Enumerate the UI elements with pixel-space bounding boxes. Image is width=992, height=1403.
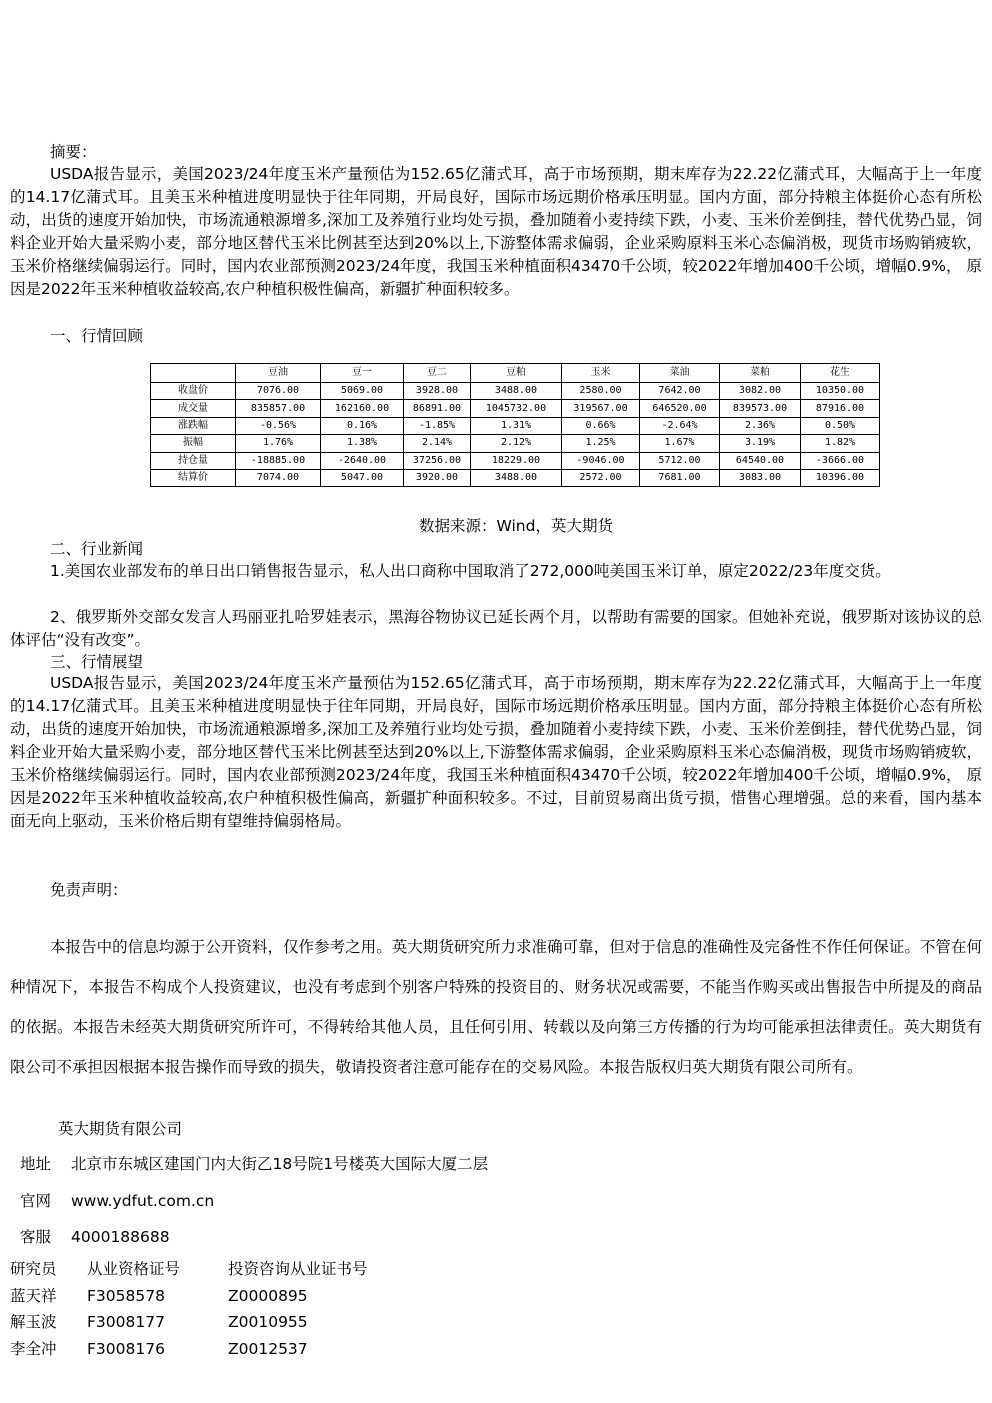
company-service (20, 1225, 170, 1249)
table-cell: -18885.00 (236, 452, 321, 469)
news-item-1: 1.美国农业部发布的单日出口销售报告显示，私人出口商称中国取消了272,000吨美国玉米订单，原定2022/23年度交货。 (50, 562, 891, 580)
quotes-table (150, 363, 880, 487)
researchers-list (10, 1256, 368, 1362)
table-cell: 7681.00 (640, 469, 720, 486)
table-cell: 86891.00 (404, 400, 471, 417)
table-cell: -1.85% (404, 417, 471, 434)
website-label: 官网 (20, 1192, 52, 1210)
table-cell: 87916.00 (801, 400, 880, 417)
company-address (20, 1152, 488, 1176)
table-cell: 835857.00 (236, 400, 321, 417)
summary-heading: 摘要： (50, 143, 97, 161)
table-cell: 豆一 (321, 364, 404, 383)
table-cell: 5069.00 (321, 383, 404, 400)
address-label: 地址 (20, 1155, 52, 1173)
table-cell: 0.66% (562, 417, 640, 434)
table-cell: 1045732.00 (471, 400, 562, 417)
table-cell: 2.12% (471, 435, 562, 452)
table-cell: 3928.00 (404, 383, 471, 400)
table-cell: 菜油 (640, 364, 720, 383)
table-cell: 10350.00 (801, 383, 880, 400)
service-phone: 4000188688 (71, 1228, 170, 1246)
researcher-name: 李全冲 (10, 1339, 57, 1358)
table-row-label: 涨跌幅 (151, 417, 236, 434)
address-value: 北京市东城区建国门内大街乙18号院1号楼英大国际大厦二层 (71, 1155, 489, 1173)
table-cell: 646520.00 (640, 400, 720, 417)
table-cell: 1.31% (471, 417, 562, 434)
table-cell: 7076.00 (236, 383, 321, 400)
researcher-consulting-id: Z0012537 (228, 1339, 308, 1358)
table-row (151, 452, 880, 469)
news-item-2: 2、俄罗斯外交部女发言人玛丽亚扎哈罗娃表示，黑海谷物协议已延长两个月，以帮助有需要的国家。但她补充说，俄罗斯对该协议的总体评估“没有改变”。 (10, 608, 982, 649)
table-cell: 玉米 (562, 364, 640, 383)
data-source-caption: 数据来源：Wind，英大期货 (419, 517, 613, 535)
review-heading: 一、行情回顾 (50, 327, 144, 345)
table-cell: 3488.00 (471, 383, 562, 400)
table-header-row (151, 364, 880, 383)
table-cell: 2.14% (404, 435, 471, 452)
table-row (151, 469, 880, 486)
table-cell: 2.36% (720, 417, 801, 434)
table-cell: 3083.00 (720, 469, 801, 486)
table-row-label: 振幅 (151, 435, 236, 452)
table-cell: 10396.00 (801, 469, 880, 486)
table-cell: -2.64% (640, 417, 720, 434)
researcher-consulting-id: Z0000895 (228, 1286, 308, 1305)
table-cell: 3082.00 (720, 383, 801, 400)
table-cell: 0.16% (321, 417, 404, 434)
researcher-name: 蓝天祥 (10, 1286, 57, 1305)
researcher-consulting-id: Z0010955 (228, 1313, 308, 1331)
company-name: 英大期货有限公司 (58, 1120, 183, 1138)
table-cell: 1.38% (321, 435, 404, 452)
researchers-header (10, 1256, 368, 1283)
table-cell: 菜粕 (720, 364, 801, 383)
table-cell: 3488.00 (471, 469, 562, 486)
table-cell: 7074.00 (236, 469, 321, 486)
table-row-label: 结算价 (151, 469, 236, 486)
table-row (151, 435, 880, 452)
table-row-label: 成交量 (151, 400, 236, 417)
table-cell: 162160.00 (321, 400, 404, 417)
table-cell: 豆二 (404, 364, 471, 383)
disclaimer-heading: 免责声明： (50, 881, 128, 899)
news-heading: 二、行业新闻 (50, 540, 144, 558)
table-cell: 2572.00 (562, 469, 640, 486)
researcher-col-consulting: 投资咨询从业证书号 (228, 1260, 368, 1278)
table-cell: 37256.00 (404, 452, 471, 469)
table-cell: 花生 (801, 364, 880, 383)
outlook-paragraph: USDA报告显示，美国2023/24年度玉米产量预估为152.65亿蒲式耳，高于市场预期，期末库存为22.22亿蒲式耳，大幅高于上一年度的14.17亿蒲式耳。且美玉米种植进度明显快于往年同期，开局良好，国际市场远期价格承压明显。国内方面，部分持粮主体挺价心态有所松动，出货的速度开始加快，市场流通粮源增多,深加工及养殖行业均处亏损，叠加随着小麦持续下跌，小麦、玉米价差倒挂，替代优势凸显，饲料企业开始大量采购小麦，部分地区替代玉米比例甚至达到20%以上,下游整体需求偏弱，企业采购原料玉米心态偏消极，现货市场购销疲软，玉米价格继续偏弱运行。同时，国内农业部预测2023/24年度，我国玉米种植面积43470千公顷，较2022年增加400千公顷，增幅0.9%， 原因是2022年玉米种植收益较高,农户种植积极性偏高，新疆扩种面积较多。不过，目前贸易商出货亏损，惜售心理增强。总的来看，国内基本面无向上驱动，玉米价格后期有望维持偏弱格局。 (10, 674, 982, 830)
company-website (20, 1189, 214, 1213)
table-cell: 839573.00 (720, 400, 801, 417)
table-cell: 豆粕 (471, 364, 562, 383)
researcher-col-name: 研究员 (10, 1260, 57, 1278)
table-cell: 1.76% (236, 435, 321, 452)
table-cell: -9046.00 (562, 452, 640, 469)
table-cell: 18229.00 (471, 452, 562, 469)
table-cell: 1.82% (801, 435, 880, 452)
table-row-label (151, 364, 236, 383)
researcher-row (10, 1283, 368, 1310)
researcher-col-qualification: 从业资格证号 (87, 1260, 181, 1278)
table-cell: 7642.00 (640, 383, 720, 400)
disclaimer-paragraph: 本报告中的信息均源于公开资料，仅作参考之用。英大期货研究所力求准确可靠，但对于信息的准确性及完备性不作任何保证。不管在何种情况下，本报告不构成个人投资建议，也没有考虑到个别客户特殊的投资目的、财务状况或需要，不能当作购买或出售报告中所提及的商品的依据。本报告未经英大期货研究所许可，不得转给其他人员，且任何引用、转载以及向第三方传播的行为均可能承担法律责任。英大期货有限公司不承担因根据本报告操作而导致的损失，敬请投资者注意可能存在的交易风险。本报告版权归英大期货有限公司所有。 (10, 938, 982, 1076)
researcher-qualification: F3008176 (87, 1339, 165, 1358)
researcher-name: 解玉波 (10, 1313, 57, 1331)
service-label: 客服 (20, 1228, 52, 1246)
table-row-label: 持仓量 (151, 452, 236, 469)
table-cell: 0.50% (801, 417, 880, 434)
table-row (151, 383, 880, 400)
table-row (151, 400, 880, 417)
table-cell: 1.67% (640, 435, 720, 452)
table-cell: -2640.00 (321, 452, 404, 469)
researcher-qualification: F3058578 (87, 1286, 165, 1305)
researcher-row (10, 1309, 368, 1336)
table-cell: 5047.00 (321, 469, 404, 486)
website-link[interactable]: www.ydfut.com.cn (71, 1192, 215, 1210)
table-cell: 5712.00 (640, 452, 720, 469)
table-cell: -3666.00 (801, 452, 880, 469)
researcher-qualification: F3008177 (87, 1313, 165, 1331)
table-cell: -0.56% (236, 417, 321, 434)
table-cell: 3920.00 (404, 469, 471, 486)
researcher-row (10, 1336, 368, 1363)
table-cell: 豆油 (236, 364, 321, 383)
table-cell: 2580.00 (562, 383, 640, 400)
table-cell: 319567.00 (562, 400, 640, 417)
table-cell: 64540.00 (720, 452, 801, 469)
outlook-heading: 三、行情展望 (50, 653, 144, 671)
table-cell: 3.19% (720, 435, 801, 452)
table-row-label: 收盘价 (151, 383, 236, 400)
summary-paragraph: USDA报告显示，美国2023/24年度玉米产量预估为152.65亿蒲式耳，高于市场预期，期末库存为22.22亿蒲式耳，大幅高于上一年度的14.17亿蒲式耳。且美玉米种植进度明显快于往年同期，开局良好，国际市场远期价格承压明显。国内方面，部分持粮主体挺价心态有所松动，出货的速度开始加快，市场流通粮源增多,深加工及养殖行业均处亏损，叠加随着小麦持续下跌，小麦、玉米价差倒挂，替代优势凸显，饲料企业开始大量采购小麦，部分地区替代玉米比例甚至达到20%以上,下游整体需求偏弱，企业采购原料玉米心态偏消极，现货市场购销疲软，玉米价格继续偏弱运行。同时，国内农业部预测2023/24年度，我国玉米种植面积43470千公顷，较2022年增加400千公顷，增幅0.9%， 原因是2022年玉米种植收益较高,农户种植积极性偏高，新疆扩种面积较多。 (10, 165, 982, 298)
table-row (151, 417, 880, 434)
table-cell: 1.25% (562, 435, 640, 452)
